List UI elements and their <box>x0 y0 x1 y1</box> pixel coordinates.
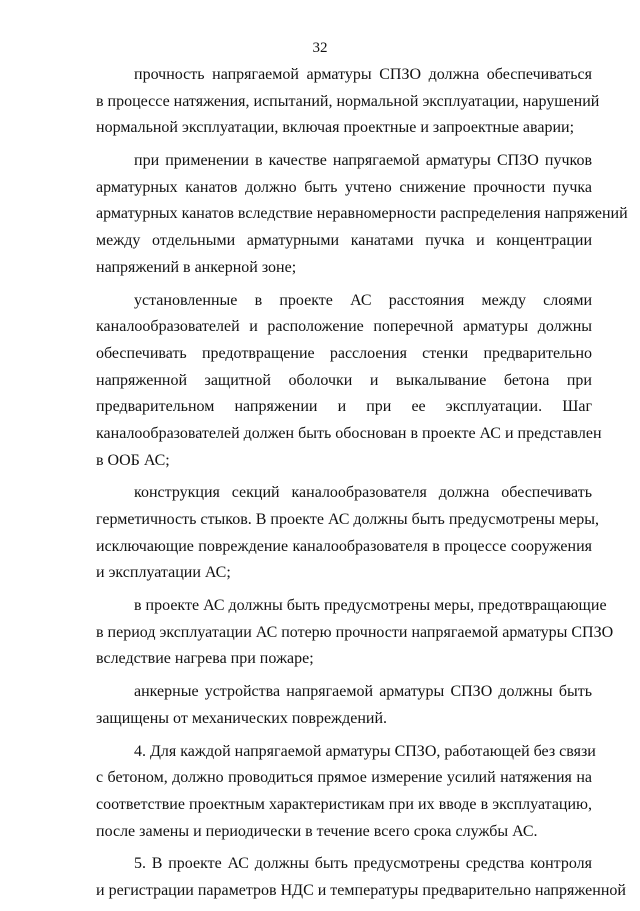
paragraph <box>96 62 600 142</box>
text-line: конструкция секций каналообразователя должна обеспечивать <box>134 484 592 502</box>
text-line: с бетоном, должно проводиться прямое измерение усилий натяжения на <box>96 769 592 787</box>
text-line: соответствие проектным характеристикам при их вводе в эксплуатацию, <box>96 795 592 813</box>
text-line: арматурных канатов вследствие неравномерности распределения напряжений <box>96 205 628 223</box>
paragraph <box>96 288 602 475</box>
paragraph <box>96 148 628 281</box>
paragraph <box>96 679 592 732</box>
text-line: в проекте АС должны быть предусмотрены меры, предотвращающие <box>134 597 607 615</box>
text-line: после замены и периодически в течение всего срока службы АС. <box>96 822 538 840</box>
text-line: и эксплуатации АС; <box>96 564 231 582</box>
text-line: арматурных канатов должно быть учтено снижение прочности пучка <box>96 178 592 196</box>
text-line: каналообразователей и расположение поперечной арматуры должны <box>96 318 592 336</box>
text-line: установленные в проекте АС расстояния между слоями <box>134 291 592 309</box>
text-line: в процессе натяжения, испытаний, нормальной эксплуатации, нарушений <box>96 92 600 110</box>
text-line: напряжений в анкерной зоне; <box>96 258 297 276</box>
text-line: напряженной защитной оболочки и выкалывание бетона при <box>96 371 592 389</box>
text-line: каналообразователей должен быть обоснован в проекте АС и представлен <box>96 424 602 442</box>
text-line: герметичность стыков. В проекте АС должны быть предусмотрены меры, <box>96 511 600 528</box>
page-number: 32 <box>312 40 328 56</box>
text-line: между отдельными арматурными канатами пучка и концентрации <box>96 232 592 250</box>
text-line: исключающие повреждение каналообразователя в процессе сооружения <box>96 537 592 555</box>
paragraph <box>96 480 600 587</box>
text-line: защищены от механических повреждений. <box>96 709 388 727</box>
text-line: предварительном напряжении и при ее эксплуатации. Шаг <box>96 398 592 416</box>
text-line: прочность напрягаемой арматуры СПЗО должна обеспечиваться <box>134 66 592 83</box>
body-text <box>96 62 628 911</box>
text-line: в ООБ АС; <box>96 451 170 469</box>
text-line: при применении в качестве напрягаемой арматуры СПЗО пучков <box>134 152 592 170</box>
text-line: в период эксплуатации АС потерю прочности напрягаемой арматуры СПЗО <box>96 623 614 641</box>
text-line: анкерные устройства напрягаемой арматуры СПЗО должны быть <box>134 683 592 701</box>
text-line: 4. Для каждой напрягаемой арматуры СПЗО, работающей без связи <box>134 742 596 760</box>
text-line: обеспечивать предотвращение расслоения стенки предварительно <box>96 344 592 362</box>
text-line: 5. В проекте АС должны быть предусмотрены средства контроля <box>134 855 592 873</box>
paragraph <box>96 593 614 673</box>
text-line: вследствие нагрева при пожаре; <box>96 650 314 668</box>
text-line: нормальной эксплуатации, включая проектные и запроектные аварии; <box>96 119 575 137</box>
text-line: и регистрации параметров НДС и температуры предварительно напряженной <box>96 881 626 899</box>
paragraph <box>96 851 626 904</box>
paragraph <box>96 739 596 846</box>
